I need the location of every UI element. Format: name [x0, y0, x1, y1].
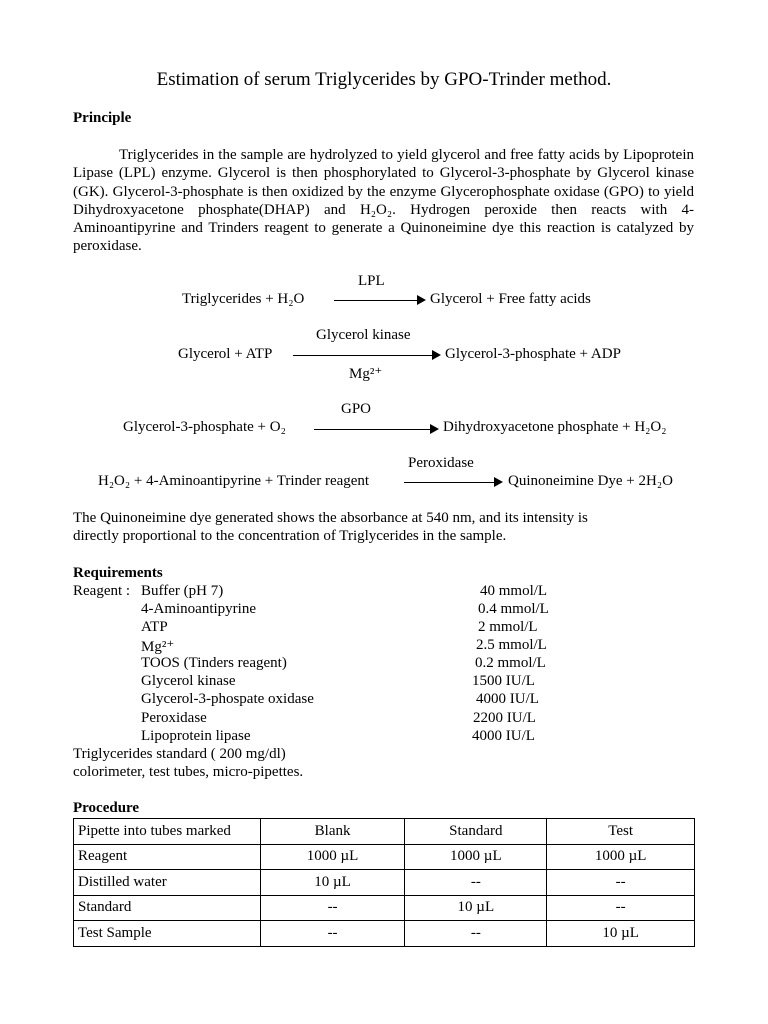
reagent-item-value: 1500 IU/L — [472, 673, 535, 689]
reaction-2-enzyme: Glycerol kinase — [316, 327, 411, 343]
table-cell: 1000 µL — [260, 844, 405, 870]
table-header-cell: Pipette into tubes marked — [74, 819, 261, 845]
table-row — [74, 921, 695, 947]
reaction-1-enzyme: LPL — [358, 273, 385, 289]
result-text-line-1: The Quinoneimine dye generated shows the absorbance at 540 nm, and its intensity is — [73, 510, 588, 526]
reaction-4-products: Quinoneimine Dye + 2H₂O — [508, 473, 673, 489]
table-header-cell: Standard — [405, 819, 547, 845]
table-cell: 10 µL — [547, 921, 695, 947]
table-cell: 10 µL — [405, 895, 547, 921]
standard-line: Triglycerides standard ( 200 mg/dl) — [73, 746, 286, 762]
reagent-item-value: 4000 IU/L — [476, 691, 539, 707]
principle-paragraph: Triglycerides in the sample are hydrolyzed to yield glycerol and free fatty acids by Lipoprotein Lipase (LPL) enzyme. Glycerol is then phosphorylated to Glycerol-3-phosphate by Glycerol kinase (GK). Glycerol-3-phosphate is then oxidized by the enzyme Glycerophosphate oxidase (GPO) to yield Dihydroxyacetone phosphate(DHAP) and H₂O₂. Hydrogen peroxide then reacts with 4-Aminoantipyrine and Trinders reagent to generate a Quinoneimine dye this reaction is catalyzed by peroxidase. — [73, 147, 694, 255]
reaction-2-arrow-icon — [293, 355, 439, 356]
equipment-line: colorimeter, test tubes, micro-pipettes. — [73, 764, 304, 780]
reagent-item-value: 2200 IU/L — [473, 710, 536, 726]
page-title: Estimation of serum Triglycerides by GPO-Trinder method. — [156, 69, 612, 90]
table-cell: 10 µL — [260, 870, 405, 896]
table-cell: -- — [405, 870, 547, 896]
reaction-3-arrow-icon — [314, 429, 437, 430]
reaction-3-enzyme: GPO — [341, 401, 372, 417]
reagent-item-value: 2.5 mmol/L — [476, 637, 547, 653]
reaction-1-products: Glycerol + Free fatty acids — [430, 291, 591, 307]
reaction-2-cofactor: Mg²⁺ — [349, 366, 383, 382]
table-cell: 1000 µL — [547, 844, 695, 870]
table-cell: Reagent — [74, 844, 261, 870]
table-cell: -- — [547, 870, 695, 896]
table-row — [74, 895, 695, 921]
procedure-heading: Procedure — [73, 800, 140, 816]
reaction-1-reactants: Triglycerides + H₂O — [182, 291, 305, 307]
table-cell: Test Sample — [74, 921, 261, 947]
table-header-cell: Blank — [260, 819, 405, 845]
reaction-2-products: Glycerol-3-phosphate + ADP — [445, 346, 621, 362]
reagent-item-value: 0.2 mmol/L — [475, 655, 546, 671]
reaction-1-arrow-icon — [334, 300, 424, 301]
principle-heading: Principle — [73, 110, 132, 126]
reagent-item-name: Glycerol-3-phospate oxidase — [141, 691, 314, 707]
reaction-4-reactants: H₂O₂ + 4-Aminoantipyrine + Trinder reagent — [98, 473, 370, 489]
reagent-item-name: ATP — [141, 619, 168, 635]
table-cell: -- — [260, 921, 405, 947]
table-cell: -- — [405, 921, 547, 947]
reagent-item-value: 0.4 mmol/L — [478, 601, 549, 617]
reagent-item-value: 40 mmol/L — [480, 583, 548, 599]
reagent-item-name: Lipoprotein lipase — [141, 728, 251, 744]
requirements-heading: Requirements — [73, 565, 163, 581]
reagent-item-name: Glycerol kinase — [141, 673, 236, 689]
reaction-3-reactants: Glycerol-3-phosphate + O₂ — [123, 419, 286, 435]
table-row — [74, 870, 695, 896]
table-row — [74, 844, 695, 870]
reagent-item-value: 2 mmol/L — [478, 619, 538, 635]
reaction-4-arrow-icon — [404, 482, 501, 483]
reagent-label: Reagent : — [73, 583, 131, 599]
table-header-cell: Test — [547, 819, 695, 845]
reagent-item-name: TOOS (Tinders reagent) — [141, 655, 287, 671]
reaction-3-products: Dihydroxyacetone phosphate + H₂O₂ — [443, 419, 667, 435]
reaction-2-reactants: Glycerol + ATP — [178, 346, 273, 362]
table-cell: -- — [260, 895, 405, 921]
table-cell: -- — [547, 895, 695, 921]
procedure-table — [73, 818, 695, 947]
reaction-4-enzyme: Peroxidase — [408, 455, 474, 471]
reagent-item-name: 4-Aminoantipyrine — [141, 601, 256, 617]
table-cell: 1000 µL — [405, 844, 547, 870]
reagent-item-name: Peroxidase — [141, 710, 207, 726]
table-cell: Distilled water — [74, 870, 261, 896]
reagent-item-name: Buffer (pH 7) — [141, 583, 224, 599]
reagent-item-value: 4000 IU/L — [472, 728, 535, 744]
result-text-line-2: directly proportional to the concentration of Triglycerides in the sample. — [73, 528, 507, 544]
table-cell: Standard — [74, 895, 261, 921]
table-header-row — [74, 819, 695, 845]
reagent-item-name: Mg²⁺ — [141, 639, 175, 655]
